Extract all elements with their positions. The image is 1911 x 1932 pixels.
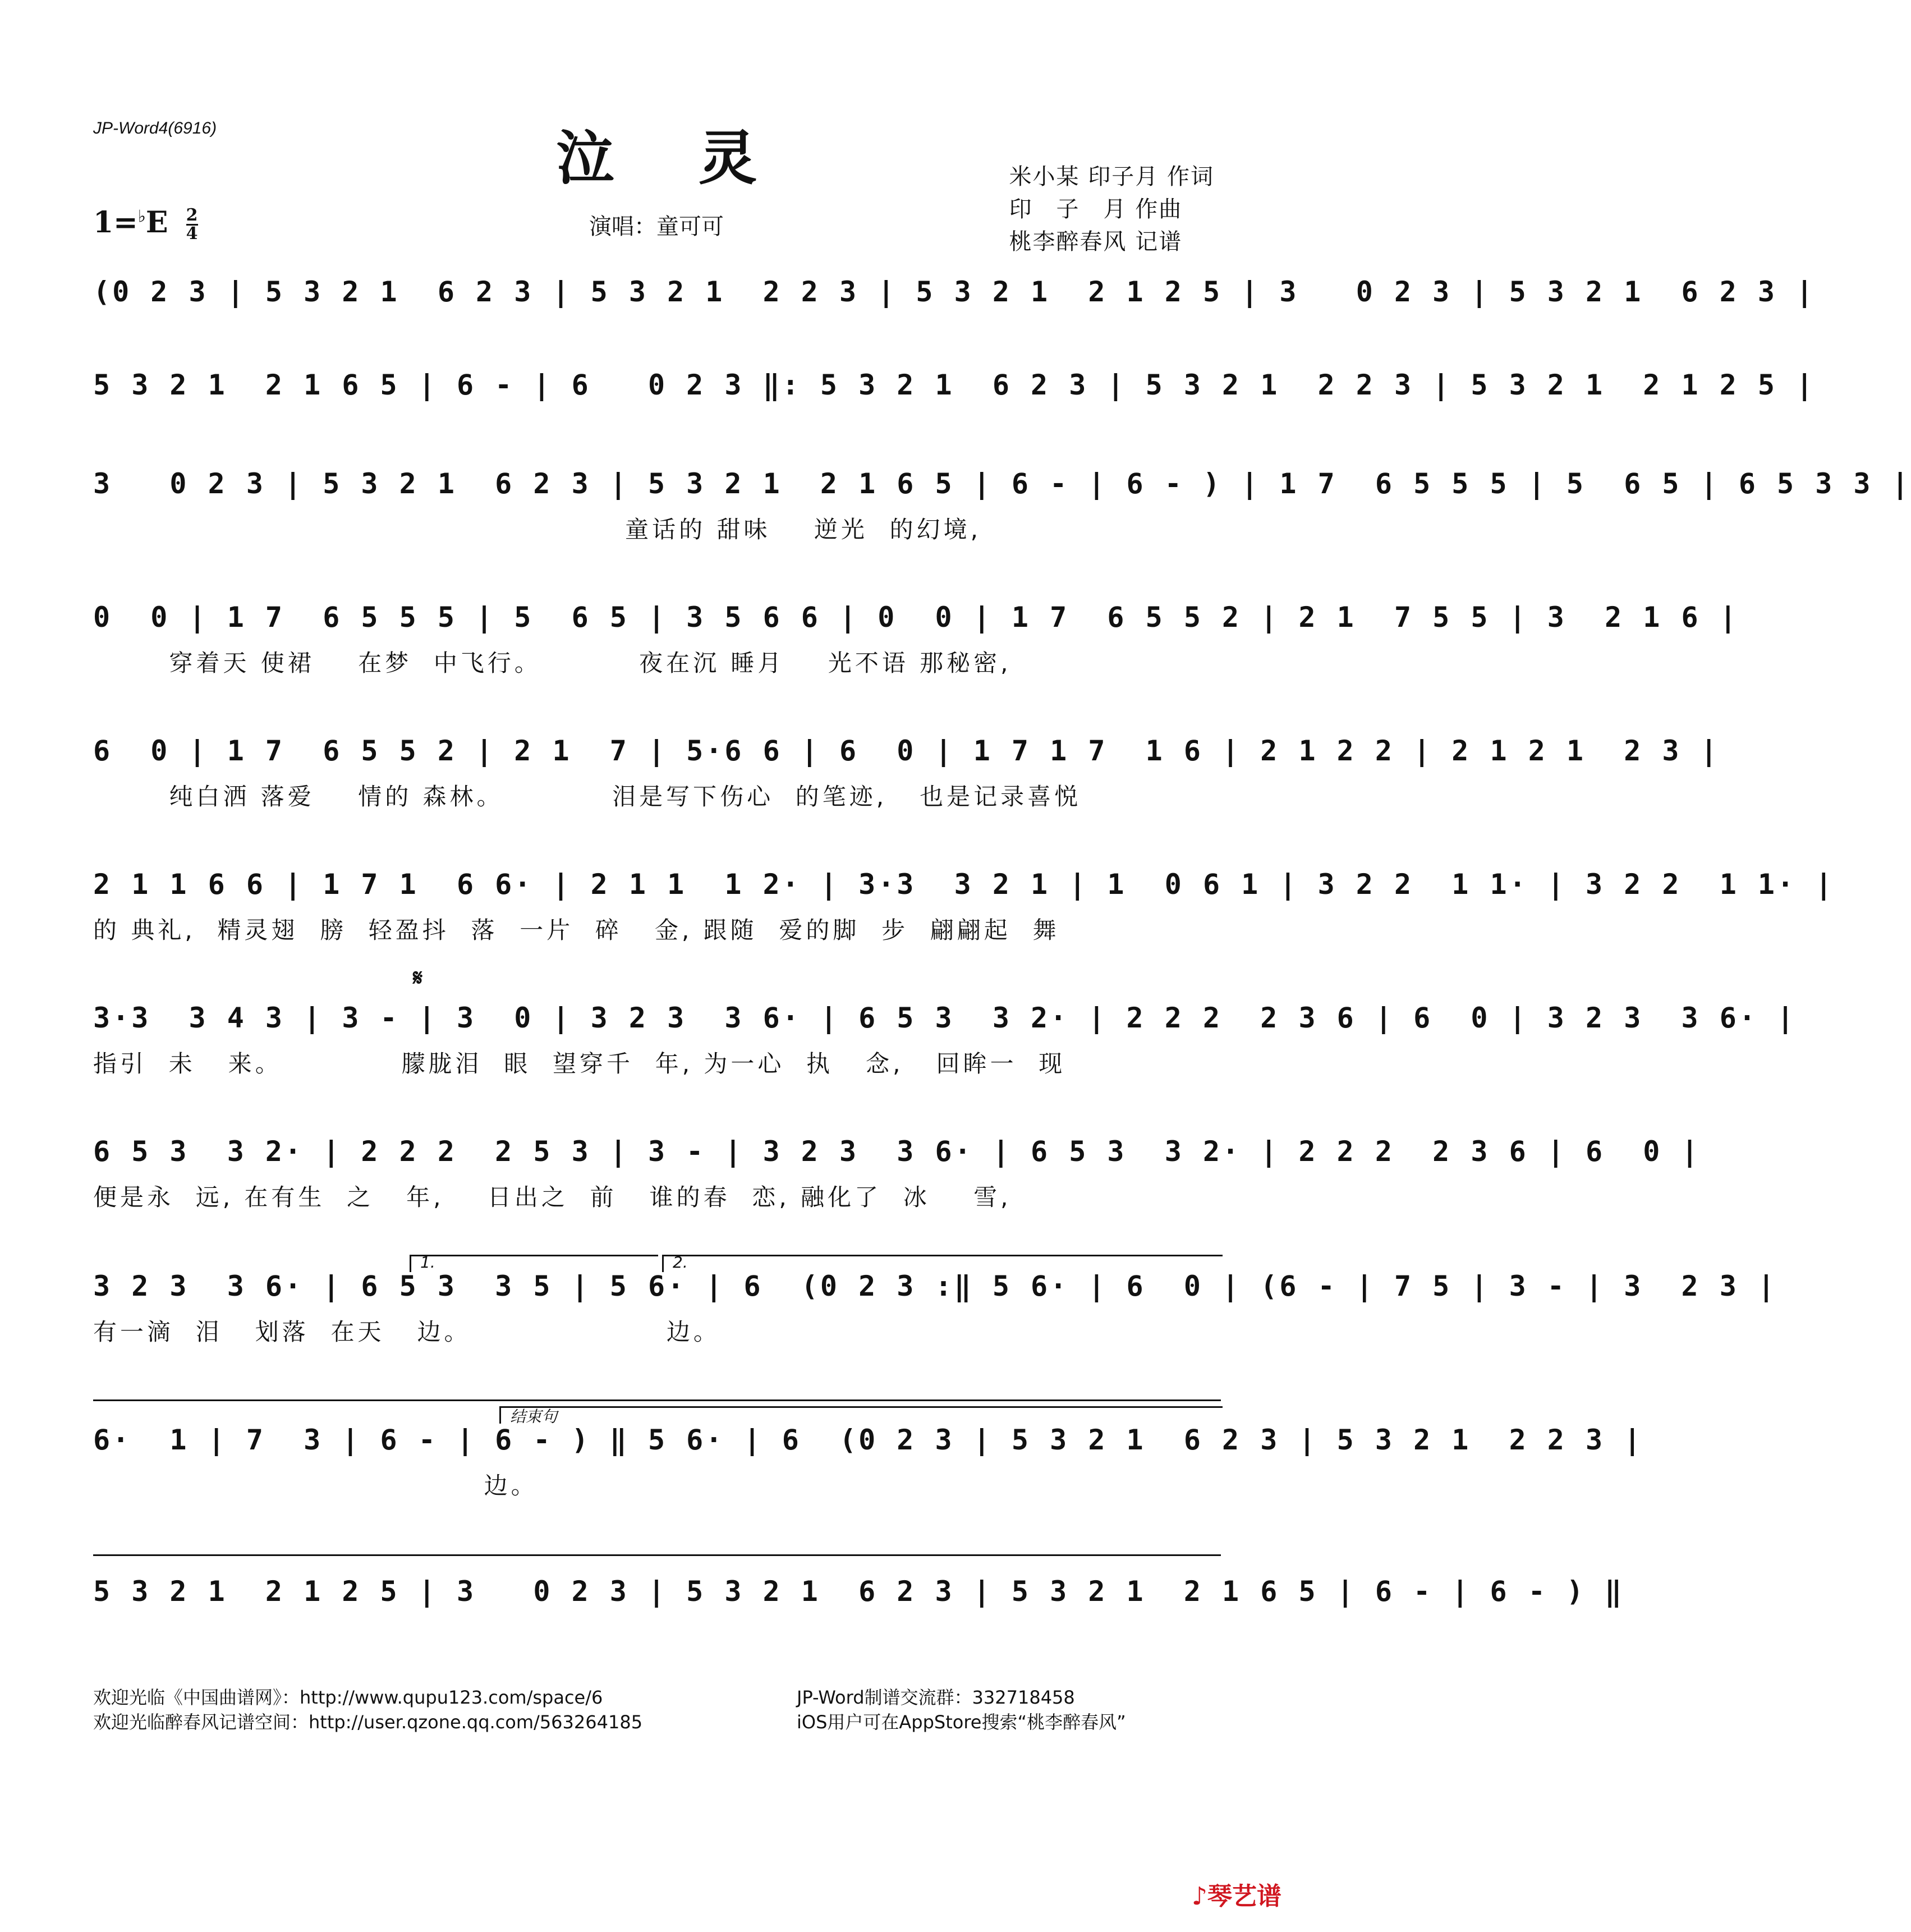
score-system-10 <box>93 1423 1643 1503</box>
notes-line: 3·3 3 4 3 | 3 - | 3 0 | 3 2 3 3 6· | 6 5 3 3 2· | 2 2 2 2 3 6 | 6 0 | 3 2 3 3 6· | <box>93 1002 1797 1034</box>
score-system-11 <box>93 1575 1624 1621</box>
notes-line: 5 3 2 1 2 1 2 5 | 3 0 2 3 | 5 3 2 1 6 2 3 | 5 3 2 1 2 1 6 5 | 6 - | 6 - ) ‖ <box>93 1575 1624 1608</box>
staff-divider <box>93 1399 1221 1401</box>
singer-label: 演唱：童可可 <box>589 214 724 240</box>
lyricist-credit: 米小某 印子月 作词 <box>1009 164 1214 190</box>
footer-ios-info: iOS用户可在AppStore搜索“桃李醉春风” <box>797 1711 1126 1733</box>
watermark-logo <box>1192 1876 1281 1912</box>
notes-line: 6 5 3 3 2· | 2 2 2 2 5 3 | 3 - | 3 2 3 3 6· | 6 5 3 3 2· | 2 2 2 2 3 6 | 6 0 | <box>93 1135 1701 1168</box>
software-label: JP-Word4(6916) <box>93 119 217 137</box>
score-system-2 <box>93 368 1816 414</box>
score-system-8 <box>93 1135 1701 1214</box>
transcriber-credit: 桃李醉春风 记谱 <box>1009 229 1183 255</box>
lyrics-line: 童话的 甜味 逆光 的幻境, <box>93 516 981 543</box>
volta-second-label: 2. <box>673 1253 688 1272</box>
lyrics-line: 的 典礼, 精灵翅 膀 轻盈抖 落 一片 碎 金, 跟随 爱的脚 步 翩翩起 舞 <box>93 916 1060 944</box>
lyrics-line: 便是永 远, 在有生 之 年, 日出之 前 谁的春 恋, 融化了 冰 雪, <box>93 1183 1012 1211</box>
song-title: 泣灵 <box>555 123 841 192</box>
logo-icon: ♪ <box>1191 1882 1207 1911</box>
score-system-3 <box>93 467 1911 547</box>
flat-sign: ♭ <box>137 206 146 227</box>
score-system-9 <box>93 1269 1777 1349</box>
lyrics-line: 边。 <box>93 1472 538 1499</box>
lyrics-line: 有一滴 泪 划落 在天 边。 边。 <box>93 1318 720 1346</box>
volta-first-label: 1. <box>420 1253 435 1272</box>
notes-line: 6· 1 | 7 3 | 6 - | 6 - ) ‖ 5 6· | 6 (0 2 3 | 5 3 2 1 6 2 3 | 5 3 2 1 2 2 3 | <box>93 1424 1643 1456</box>
score-system-1 <box>93 275 1816 321</box>
time-numerator: 2 <box>186 205 198 225</box>
footer-group-info: JP-Word制谱交流群：332718458 <box>797 1687 1075 1708</box>
notes-line: 3 0 2 3 | 5 3 2 1 6 2 3 | 5 3 2 1 2 1 6 5 | 6 - | 6 - ) | 1 7 6 5 5 5 | 5 6 5 | 6 5 3 3 | <box>93 467 1911 500</box>
footer-space-link[interactable]: 欢迎光临醉春风记谱空间：http://user.qzone.qq.com/563264185 <box>93 1711 643 1733</box>
notes-line: (0 2 3 | 5 3 2 1 6 2 3 | 5 3 2 1 2 2 3 | 5 3 2 1 2 1 2 5 | 3 0 2 3 | 5 3 2 1 6 2 3 | <box>93 276 1816 308</box>
notes-line: 2 1 1 6 6 | 1 7 1 6 6· | 2 1 1 1 2· | 3·3 3 2 1 | 1 0 6 1 | 3 2 2 1 1· | 3 2 2 1 1· | <box>93 868 1835 901</box>
notes-line: 6 0 | 1 7 6 5 5 2 | 2 1 7 | 5·6 6 | 6 0 | 1 7 1 7 1 6 | 2 1 2 2 | 2 1 2 1 2 3 | <box>93 735 1720 767</box>
footer-website-link[interactable]: 欢迎光临《中国曲谱网》：http://www.qupu123.com/space/6 <box>93 1687 603 1708</box>
notes-line: 3 2 3 3 6· | 6 5 3 3 5 | 5 6· | 6 (0 2 3 :‖ 5 6· | 6 0 | (6 - | 7 5 | 3 - | 3 2 3 | <box>93 1270 1777 1302</box>
score-system-6 <box>93 868 1835 947</box>
lyrics-line: 纯白洒 落爱 情的 森林。 泪是写下伤心 的笔迹, 也是记录喜悦 <box>93 783 1082 810</box>
logo-text: 琴艺谱 <box>1207 1882 1281 1911</box>
lyrics-line: 穿着天 使裙 在梦 中飞行。 夜在沉 睡月 光不语 那秘密, <box>93 649 1012 677</box>
coda-label: 结束句 <box>510 1407 558 1426</box>
score-system-5 <box>93 734 1720 814</box>
key-note: E <box>145 205 168 240</box>
lyrics-line: 指引 未 来。 朦胧泪 眼 望穿千 年, 为一心 执 念, 回眸一 现 <box>93 1050 1066 1077</box>
notes-line: 0 0 | 1 7 6 5 5 5 | 5 6 5 | 3 5 6 6 | 0 0 | 1 7 6 5 5 2 | 2 1 7 5 5 | 3 2 1 6 | <box>93 601 1739 634</box>
staff-divider <box>93 1554 1221 1556</box>
score-system-7 <box>93 1001 1797 1081</box>
key-label: 1= <box>93 205 138 240</box>
notes-line: 5 3 2 1 2 1 6 5 | 6 - | 6 0 2 3 ‖: 5 3 2 1 6 2 3 | 5 3 2 1 2 2 3 | 5 3 2 1 2 1 2 5 | <box>93 369 1816 401</box>
composer-credit: 印 子 月 作曲 <box>1009 196 1183 222</box>
score-system-4 <box>93 600 1739 680</box>
time-denominator: 4 <box>186 224 198 244</box>
coda-bracket <box>499 1406 1223 1424</box>
segno-sign: 𝄋 <box>413 965 423 991</box>
